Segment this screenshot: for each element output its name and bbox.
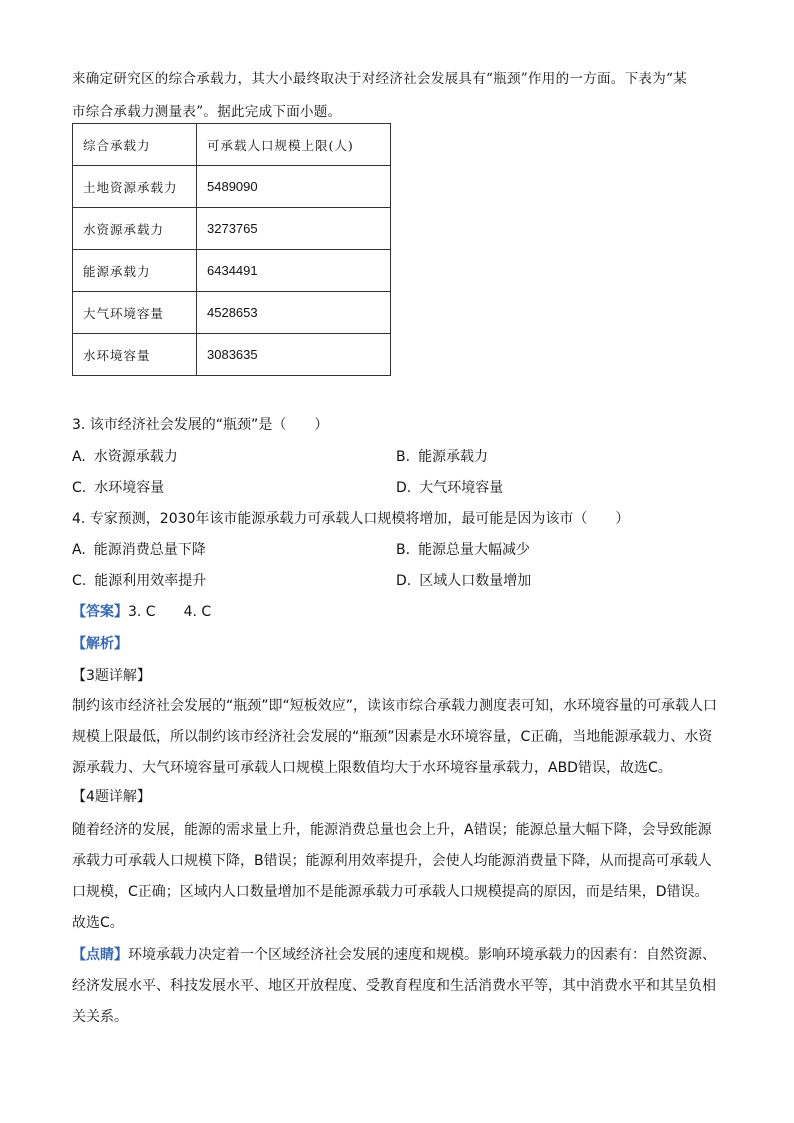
intro-paragraph: [72, 63, 722, 129]
table-header-cell: 可承载人口规模上限(人): [197, 124, 391, 166]
option-text: 能源利用效率提升: [94, 573, 207, 589]
tip-tag: 【点睛】: [72, 947, 128, 963]
q4-option-a: [72, 539, 206, 559]
option-text: 能源消费总量下降: [93, 542, 206, 558]
detail-4-line: 故选C。: [72, 915, 124, 931]
option-text: 水资源承载力: [93, 449, 178, 465]
option-text: 大气环境容量: [419, 480, 504, 496]
option-label: D.: [396, 480, 412, 496]
table-cell-value: 3273765: [197, 208, 391, 250]
option-label: C.: [72, 480, 87, 496]
question-3-stem: 3. 该市经济社会发展的“瓶颈”是（ ）: [72, 417, 329, 433]
table-row: [73, 208, 391, 250]
q3-option-c: [72, 477, 164, 497]
option-label: C.: [72, 573, 87, 589]
option-label: D.: [396, 573, 412, 589]
table-row: [73, 334, 391, 376]
table-row: [73, 166, 391, 208]
answer-line: [72, 601, 211, 621]
table-header-row: [73, 124, 391, 166]
table-cell-name: 水资源承载力: [73, 208, 197, 250]
detail-3-line: 源承载力、大气环境容量可承载人口规模上限数值均大于水环境容量承载力，ABD错误，故选C。: [72, 760, 672, 776]
capacity-table: [72, 123, 391, 376]
detail-4-line: 口规模，C正确；区域内人口数量增加不是能源承载力可承载人口规模提高的原因，而是结果，D错误。: [72, 884, 709, 900]
option-label: B.: [396, 449, 411, 465]
detail-4-heading: 【4题详解】: [72, 789, 151, 805]
option-text: 水环境容量: [94, 480, 165, 496]
detail-4-line: 随着经济的发展，能源的需求量上升，能源消费总量也会上升，A错误；能源总量大幅下降，会导致能源: [72, 822, 712, 838]
detail-3-paragraph: [72, 691, 722, 784]
detail-3-line: 规模上限最低，所以制约该市经济社会发展的“瓶颈”因素是水环境容量，C正确，当地能源承载力、水资: [72, 729, 713, 745]
analysis-tag: 【解析】: [72, 636, 128, 652]
table-header-cell: 综合承载力: [73, 124, 197, 166]
detail-4-line: 承载力可承载人口规模下降，B错误；能源利用效率提升，会使人均能源消费量下降，从而提高可承载人: [72, 853, 712, 869]
q3-option-b: [396, 446, 488, 466]
intro-line-1: 来确定研究区的综合承载力，其大小最终取决于对经济社会发展具有“瓶颈”作用的一方面。下表为“某: [72, 71, 688, 87]
question-4-stem: 4. 专家预测，2030年该市能源承载力可承载人口规模将增加，最可能是因为该市（ ）: [72, 511, 630, 527]
tip-line-1: [72, 940, 722, 971]
option-label: A.: [72, 449, 86, 465]
table-cell-value: 3083635: [197, 334, 391, 376]
q4-option-b: [396, 539, 530, 559]
tip-line: 经济发展水平、科技发展水平、地区开放程度、受教育程度和生活消费水平等，其中消费水平和其呈负相: [72, 978, 716, 994]
q4-option-d: [396, 570, 531, 590]
q4-option-c: [72, 570, 206, 590]
q3-option-a: [72, 446, 178, 466]
table-cell-value: 4528653: [197, 292, 391, 334]
detail-3-heading: 【3题详解】: [72, 668, 151, 684]
table-cell-value: 6434491: [197, 250, 391, 292]
option-label: A.: [72, 542, 86, 558]
answer-text: 3. C 4. C: [128, 604, 212, 620]
tip-first-text: 环境承载力决定着一个区域经济社会发展的速度和规模。影响环境承载力的因素有：自然资源、: [128, 947, 716, 963]
table-row: [73, 292, 391, 334]
option-text: 区域人口数量增加: [419, 573, 532, 589]
option-text: 能源总量大幅减少: [418, 542, 531, 558]
table-cell-name: 大气环境容量: [73, 292, 197, 334]
tip-paragraph: [72, 940, 722, 1033]
table-cell-value: 5489090: [197, 166, 391, 208]
intro-line-2: 市综合承载力测量表”。据此完成下面小题。: [72, 104, 342, 120]
option-label: B.: [396, 542, 411, 558]
tip-line: 关关系。: [72, 1009, 128, 1025]
option-text: 能源承载力: [418, 449, 489, 465]
q3-option-d: [396, 477, 503, 497]
table-cell-name: 能源承载力: [73, 250, 197, 292]
table-row: [73, 250, 391, 292]
table-cell-name: 水环境容量: [73, 334, 197, 376]
answer-tag: 【答案】: [72, 604, 128, 620]
analysis-heading: [72, 633, 128, 653]
detail-3-line: 制约该市经济社会发展的“瓶颈”即“短板效应”，读该市综合承载力测度表可知，水环境容量的可承载人口: [72, 698, 718, 714]
table-cell-name: 土地资源承载力: [73, 166, 197, 208]
detail-4-paragraph: [72, 815, 722, 939]
